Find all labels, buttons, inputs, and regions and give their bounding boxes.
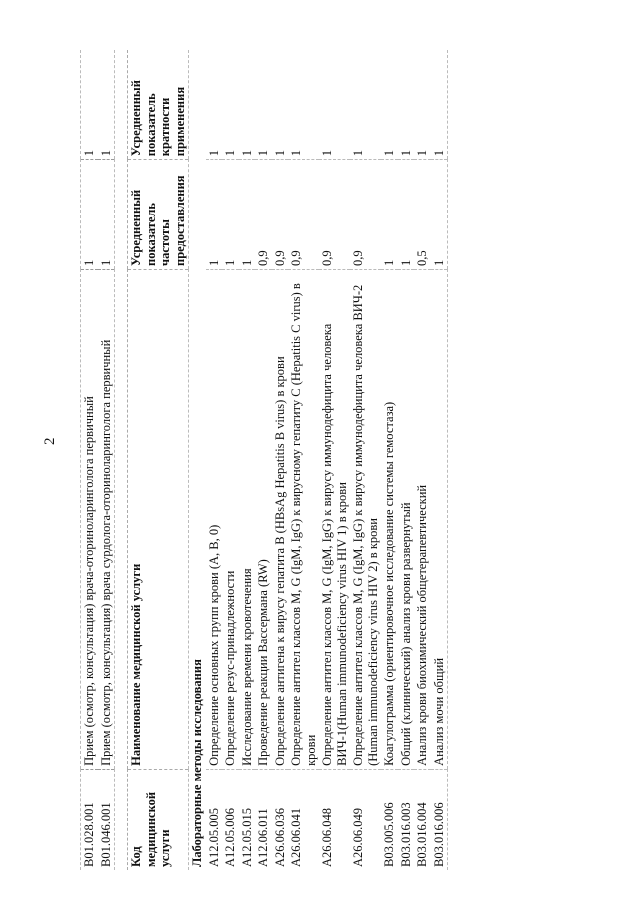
service-name: Определение основных групп крови (А, В, 0) bbox=[206, 269, 223, 769]
frequency-value: 0,9 bbox=[288, 160, 319, 270]
service-name: Проведение реакции Вассермана (RW) bbox=[255, 269, 272, 769]
service-code: A26.06.041 bbox=[289, 807, 303, 867]
table-row bbox=[288, 50, 319, 870]
service-name: Исследование времени кровотечения bbox=[239, 269, 256, 769]
frequency-value: 1 bbox=[81, 160, 98, 270]
service-name: Определение антител классов М, G (IgM, IgG) к вирусу иммунодефицита человека ВИЧ-1(Human immunodeficiency virus HIV 1) в крови bbox=[319, 269, 350, 769]
service-code: A26.06.049 bbox=[351, 807, 365, 867]
multiplicity-value: 1 bbox=[381, 50, 398, 160]
multiplicity-value: 1 bbox=[398, 50, 415, 160]
service-name: Общий (клинический) анализ крови развернутый bbox=[398, 269, 415, 769]
multiplicity-value: 1 bbox=[272, 50, 289, 160]
multiplicity-value: 1 bbox=[222, 50, 239, 160]
multiplicity-value: 1 bbox=[239, 50, 256, 160]
multiplicity-value: 1 bbox=[206, 50, 223, 160]
table-row bbox=[206, 50, 223, 870]
frequency-value: 1 bbox=[239, 160, 256, 270]
multiplicity-value: 1 bbox=[81, 50, 98, 160]
laboratory-table bbox=[127, 50, 448, 870]
service-code: B01.046.001 bbox=[98, 769, 115, 870]
frequency-value: 1 bbox=[222, 160, 239, 270]
table-row bbox=[414, 50, 431, 870]
service-code: B01.028.001 bbox=[81, 769, 98, 870]
service-name: Прием (осмотр, консультация) врача сурдолога-оториноларинголога первичный bbox=[98, 269, 115, 769]
frequency-value: 1 bbox=[381, 160, 398, 270]
service-name: Анализ крови биохимический общетерапевтический bbox=[414, 269, 431, 769]
multiplicity-value: 1 bbox=[414, 50, 431, 160]
header-name: Наименование медицинской услуги bbox=[128, 269, 189, 769]
multiplicity-value: 1 bbox=[288, 50, 319, 160]
service-code: B03.016.004 bbox=[415, 802, 429, 867]
table-row bbox=[98, 50, 115, 870]
service-code: A12.05.005 bbox=[206, 807, 221, 867]
service-code: A26.06.036 bbox=[272, 807, 287, 867]
rotated-sheet bbox=[80, 50, 550, 870]
header-code: Код медицинской услуги bbox=[128, 769, 189, 870]
frequency-value: 0,5 bbox=[414, 160, 431, 270]
frequency-value: 0,9 bbox=[350, 160, 381, 270]
multiplicity-value: 1 bbox=[319, 50, 350, 160]
multiplicity-value: 1 bbox=[350, 50, 381, 160]
service-code: A12.06.011 bbox=[256, 808, 270, 867]
service-name: Коагулограмма (ориентировочное исследование системы гемостаза) bbox=[381, 269, 398, 769]
table-row bbox=[350, 50, 381, 870]
frequency-value: 1 bbox=[206, 160, 223, 270]
service-name: Определение антител классов М, G (IgM, IgG) к вирусному гепатиту С (Hepatitis С virus) в крови bbox=[288, 269, 319, 769]
consultation-table bbox=[80, 50, 115, 870]
table-row bbox=[81, 50, 98, 870]
frequency-value: 0,9 bbox=[319, 160, 350, 270]
frequency-value: 0,9 bbox=[272, 160, 289, 270]
multiplicity-value: 1 bbox=[98, 50, 115, 160]
service-code: B03.016.003 bbox=[398, 802, 413, 867]
frequency-value: 1 bbox=[98, 160, 115, 270]
frequency-value: 1 bbox=[431, 160, 448, 270]
service-code: A12.05.015 bbox=[239, 807, 254, 867]
page-number: 2 bbox=[42, 437, 58, 445]
section-title: Лабораторные методы исследования bbox=[189, 50, 206, 870]
table-row bbox=[319, 50, 350, 870]
service-code: A26.06.048 bbox=[320, 807, 334, 867]
service-name: Определение резус-принадлежности bbox=[222, 269, 239, 769]
service-code: B03.016.006 bbox=[431, 769, 448, 870]
table-row bbox=[239, 50, 256, 870]
table-row bbox=[255, 50, 272, 870]
service-code: B03.005.006 bbox=[382, 802, 396, 867]
service-name: Прием (осмотр, консультация) врача-оториноларинголога первичный bbox=[81, 269, 98, 769]
table-row bbox=[381, 50, 398, 870]
frequency-value: 1 bbox=[398, 160, 415, 270]
service-code: A12.05.006 bbox=[223, 807, 237, 867]
service-name: Анализ мочи общий bbox=[431, 269, 448, 769]
header-multiplicity: Усредненный показатель кратности применения bbox=[128, 50, 189, 160]
table-row bbox=[272, 50, 289, 870]
service-name: Определение антигена к вирусу гепатита В (HBsAg Hepatitis В virus) в крови bbox=[272, 269, 289, 769]
table-row bbox=[222, 50, 239, 870]
table-row bbox=[431, 50, 448, 870]
service-name: Определение антител классов М, G (IgM, IgG) к вирусу иммунодефицита человека ВИЧ-2 (Human immunodeficiency virus HIV 2) в крови bbox=[350, 269, 381, 769]
frequency-value: 0,9 bbox=[255, 160, 272, 270]
multiplicity-value: 1 bbox=[431, 50, 448, 160]
header-frequency: Усредненный показатель частоты предоставления bbox=[128, 160, 189, 270]
multiplicity-value: 1 bbox=[255, 50, 272, 160]
table-row bbox=[398, 50, 415, 870]
